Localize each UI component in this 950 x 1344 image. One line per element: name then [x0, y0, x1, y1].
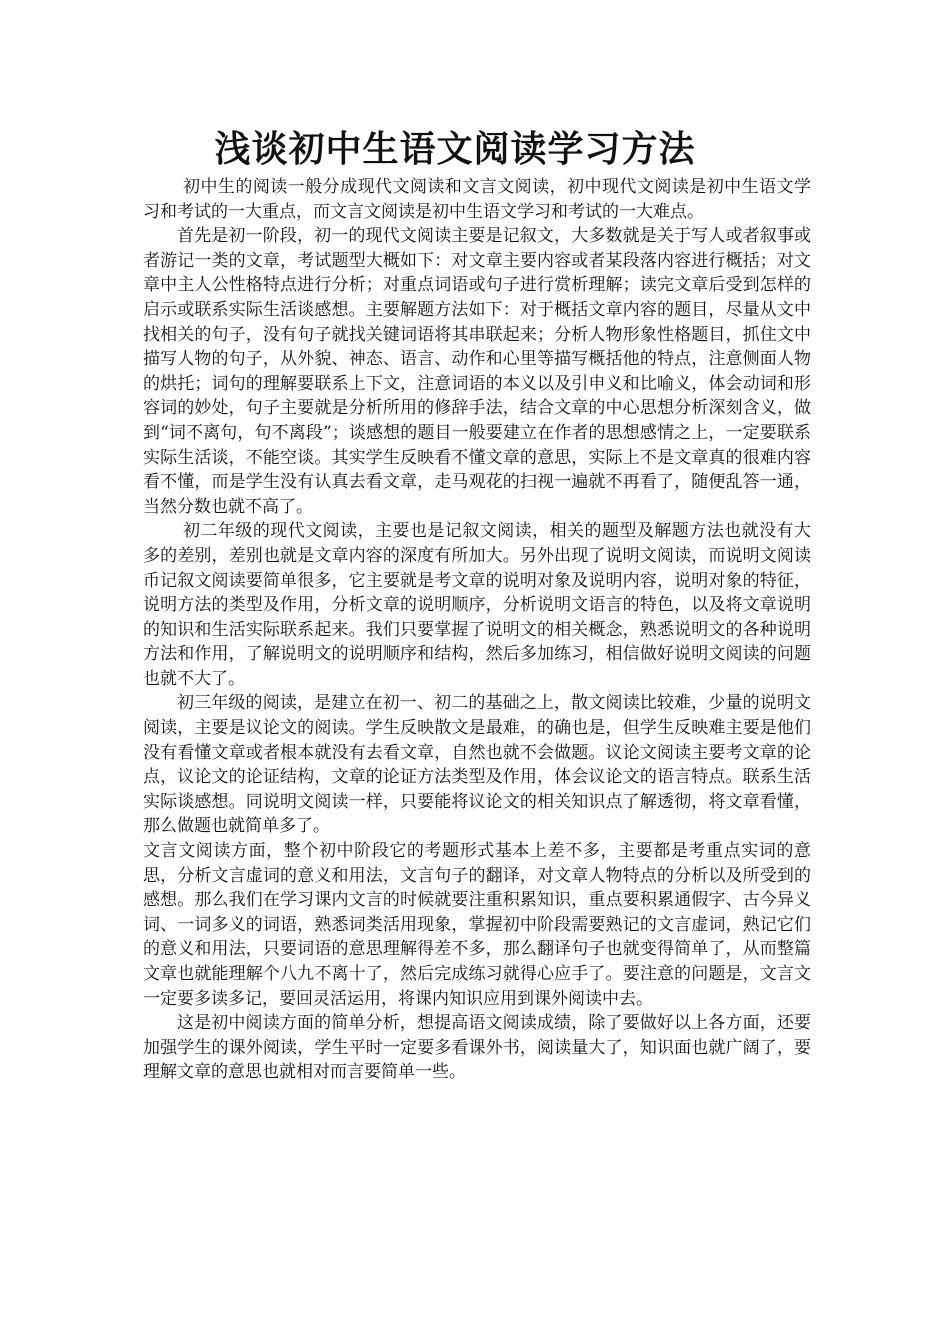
paragraph-conclusion: 这是初中阅读方面的简单分析，想提高语文阅读成绩，除了要做好以上各方面，还要加强学生的课外阅读，学生平时一定要多看课外书，阅读量大了，知识面也就广阔了，要理解文章的意思也就相对而言要简单一些。: [143, 1013, 811, 1083]
paragraph-grade-one: 首先是初一阶段，初一的现代文阅读主要是记叙文，大多数就是关于写人或者叙事或者游记一类的文章，考试题型大概如下：对文章主要内容或者某段落内容进行概括；对文章中主人公性格特点进行分析；对重点词语或句子进行赏析理解；读完文章后受到怎样的启示或联系实际生活谈感想。主要解题方法如下：对于概括文章内容的题目，尽量从文中找相关的句子，没有句子就找关键词语将其串联起来；分析人物形象性格题目，抓住文中描写人物的句子，从外貌、神态、语言、动作和心里等描写概括他的特点，注意侧面人物的烘托；词句的理解要联系上下文，注意词语的本义以及引申义和比喻义，体会动词和形容词的妙处，句子主要就是分析所用的修辞手法，结合文章的中心思想分析深刻含义，做到“词不离句，句不离段”；谈感想的题目一般要建立在作者的思想感情之上，一定要联系实际生活谈，不能空谈。其实学生反映看不懂文章的意思，实际上不是文章真的很难内容看不懂，而是学生没有认真去看文章，走马观花的扫视一遍就不再看了，随便乱答一通，当然分数也就不高了。: [143, 226, 811, 517]
document-title: 浅谈初中生语文阅读学习方法: [214, 129, 696, 170]
document-body: [143, 175, 811, 1085]
paragraph-grade-three: 初三年级的阅读，是建立在初一、初二的基础之上，散文阅读比较难，少量的说明文阅读，主要是议论文的阅读。学生反映散文是最难，的确也是，但学生反映难主要是他们没有看懂文章或者根本就没有去看文章，自然也就不会做题。议论文阅读主要考文章的论点，议论文的论证结构，文章的论证方法类型及作用，体会议论文的语言特点。联系生活实际谈感想。同说明文阅读一样，只要能将议论文的相关知识点了解透彻，将文章看懂，那么做题也就简单多了。: [143, 693, 811, 837]
paragraph-grade-two: 初二年级的现代文阅读，主要也是记叙文阅读，相关的题型及解题方法也就没有大多的差别，差别也就是文章内容的深度有所加大。另外出现了说明文阅读，而说明文阅读币记叙文阅读要简单很多，它主要就是考文章的说明对象及说明内容，说明对象的特征，说明方法的类型及作用，分析文章的说明顺序，分析说明文语言的特色，以及将文章说明的知识和生活实际联系起来。我们只要掌握了说明文的相关概念，熟悉说明文的各种说明方法和作用，了解说明文的说明顺序和结构，然后多加练习，相信做好说明文阅读的问题也就不大了。: [143, 521, 811, 689]
paragraph-intro: 初中生的阅读一般分成现代文阅读和文言文阅读，初中现代文阅读是初中生语文学习和考试的一大重点，而文言文阅读是初中生语文学习和考试的一大难点。: [143, 177, 811, 222]
paragraph-classical-chinese: 文言文阅读方面，整个初中阶段它的考题形式基本上差不多，主要都是考重点实词的意思，分析文言虚词的意义和用法，文言句子的翻译，对文章人物特点的分析以及所受到的感想。那么我们在学习课内文言的时候就要注重积累知识，重点要积累通假字、古今异义词、一词多义的词语，熟悉词类活用现象，掌握初中阶段需要熟记的文言虚词，熟记它们的意义和用法，只要词语的意思理解得差不多，那么翻译句子也就变得简单了，从而整篇文章也就能理解个八九不离十了，然后完成练习就得心应手了。要注意的问题是，文言文一定要多读多记，要回灵活运用，将课内知识应用到课外阅读中去。: [143, 841, 811, 1009]
